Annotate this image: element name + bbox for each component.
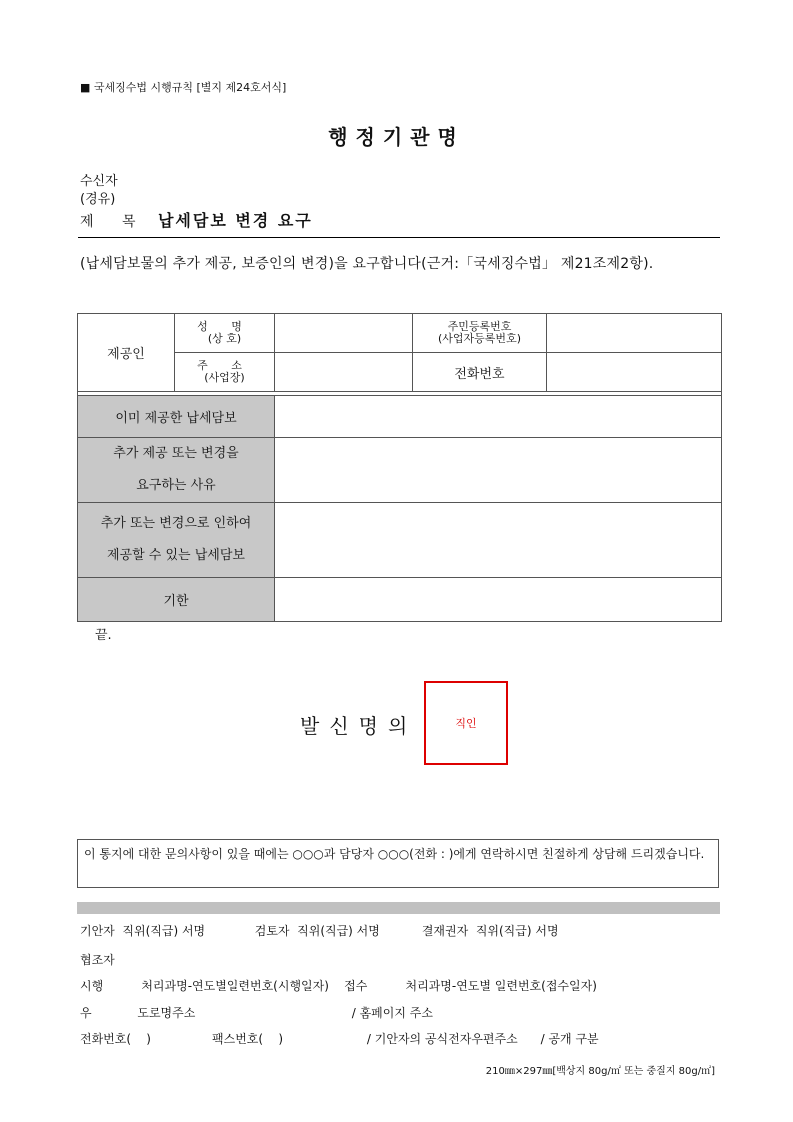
name-label: 성 명 xyxy=(197,320,252,333)
name-input-cell[interactable] xyxy=(275,314,413,353)
provided-collateral-input-cell[interactable] xyxy=(275,396,722,438)
provider-label-cell xyxy=(78,314,175,392)
business-no-label: (사업자등록번호) xyxy=(438,332,521,345)
subject-label: 제 목 xyxy=(80,214,148,230)
new-collateral-label-line1: 추가 또는 변경으로 인하여 xyxy=(100,516,252,531)
new-collateral-label-line2: 제공할 수 있는 납세담보 xyxy=(107,548,245,563)
provided-collateral-label-cell xyxy=(78,396,275,438)
address-label-cell xyxy=(175,353,275,392)
reason-input-cell[interactable] xyxy=(275,438,722,503)
collateral-form-table xyxy=(77,313,722,622)
agency-name-title: 행정기관명 xyxy=(328,125,465,149)
reason-label-line1: 추가 제공 또는 변경을 xyxy=(113,446,239,461)
paper-spec: 210㎜×297㎜[백상지 80g/㎡ 또는 중질지 80g/㎡] xyxy=(485,1066,715,1077)
footer-cooperation-line: 협조자 xyxy=(80,953,115,967)
footer-enforcement-line: 시행 처리과명-연도별일련번호(시행일자) 접수 처리과명-연도별 일련번호(접수일자) xyxy=(80,979,597,993)
address-label: 주 소 xyxy=(197,359,252,372)
reason-label-cell xyxy=(78,438,275,503)
footer-approval-line: 기안자 직위(직급) 서명 검토자 직위(직급) 서명 결재권자 직위(직급) 서명 xyxy=(80,924,559,938)
seal-text: 직인 xyxy=(455,717,477,730)
new-collateral-label-cell xyxy=(78,503,275,578)
provided-collateral-label: 이미 제공한 납세담보 xyxy=(115,411,237,426)
body-text: (납세담보물의 추가 제공, 보증인의 변경)을 요구합니다(근거:「국세징수법」 제21조제2항). xyxy=(80,256,654,272)
deadline-input-cell[interactable] xyxy=(275,578,722,622)
name-label-cell xyxy=(175,314,275,353)
subject-row xyxy=(80,208,313,231)
subject-text: 납세담보 변경 요구 xyxy=(157,211,313,230)
phone-input-cell[interactable] xyxy=(547,353,722,392)
end-mark: 끝. xyxy=(95,628,112,643)
provider-label: 제공인 xyxy=(107,347,145,362)
sender-label: 발신명의 xyxy=(300,714,418,738)
subject-divider xyxy=(78,237,720,238)
footer-divider-bar xyxy=(77,902,720,914)
official-seal-box xyxy=(424,681,508,765)
deadline-label-cell xyxy=(78,578,275,622)
recipient-label: 수신자 xyxy=(80,174,118,189)
phone-label-cell xyxy=(413,353,547,392)
resident-no-input-cell[interactable] xyxy=(547,314,722,353)
company-name-label: (상 호) xyxy=(207,332,242,345)
workplace-label: (사업장) xyxy=(204,371,245,384)
address-input-cell[interactable] xyxy=(275,353,413,392)
resident-no-label-cell xyxy=(413,314,547,353)
resident-no-label: 주민등록번호 xyxy=(447,320,512,333)
deadline-label: 기한 xyxy=(163,594,189,609)
inquiry-notice: 이 통지에 대한 문의사항이 있을 때에는 ○○○과 담당자 ○○○(전화 : )에게 연락하시면 친절하게 상담해 드리겠습니다. xyxy=(77,839,719,888)
via-label: (경유) xyxy=(80,192,116,207)
footer-address-line: 우 도로명주소 / 홈페이지 주소 xyxy=(80,1006,433,1020)
phone-label: 전화번호 xyxy=(454,366,505,382)
reason-label-line2: 요구하는 사유 xyxy=(136,478,216,493)
footer-contact-line: 전화번호( ) 팩스번호( ) / 기안자의 공식전자우편주소 / 공개 구분 xyxy=(80,1032,599,1046)
form-header-note: ■ 국세징수법 시행규칙 [별지 제24호서식] xyxy=(80,81,287,94)
new-collateral-input-cell[interactable] xyxy=(275,503,722,578)
